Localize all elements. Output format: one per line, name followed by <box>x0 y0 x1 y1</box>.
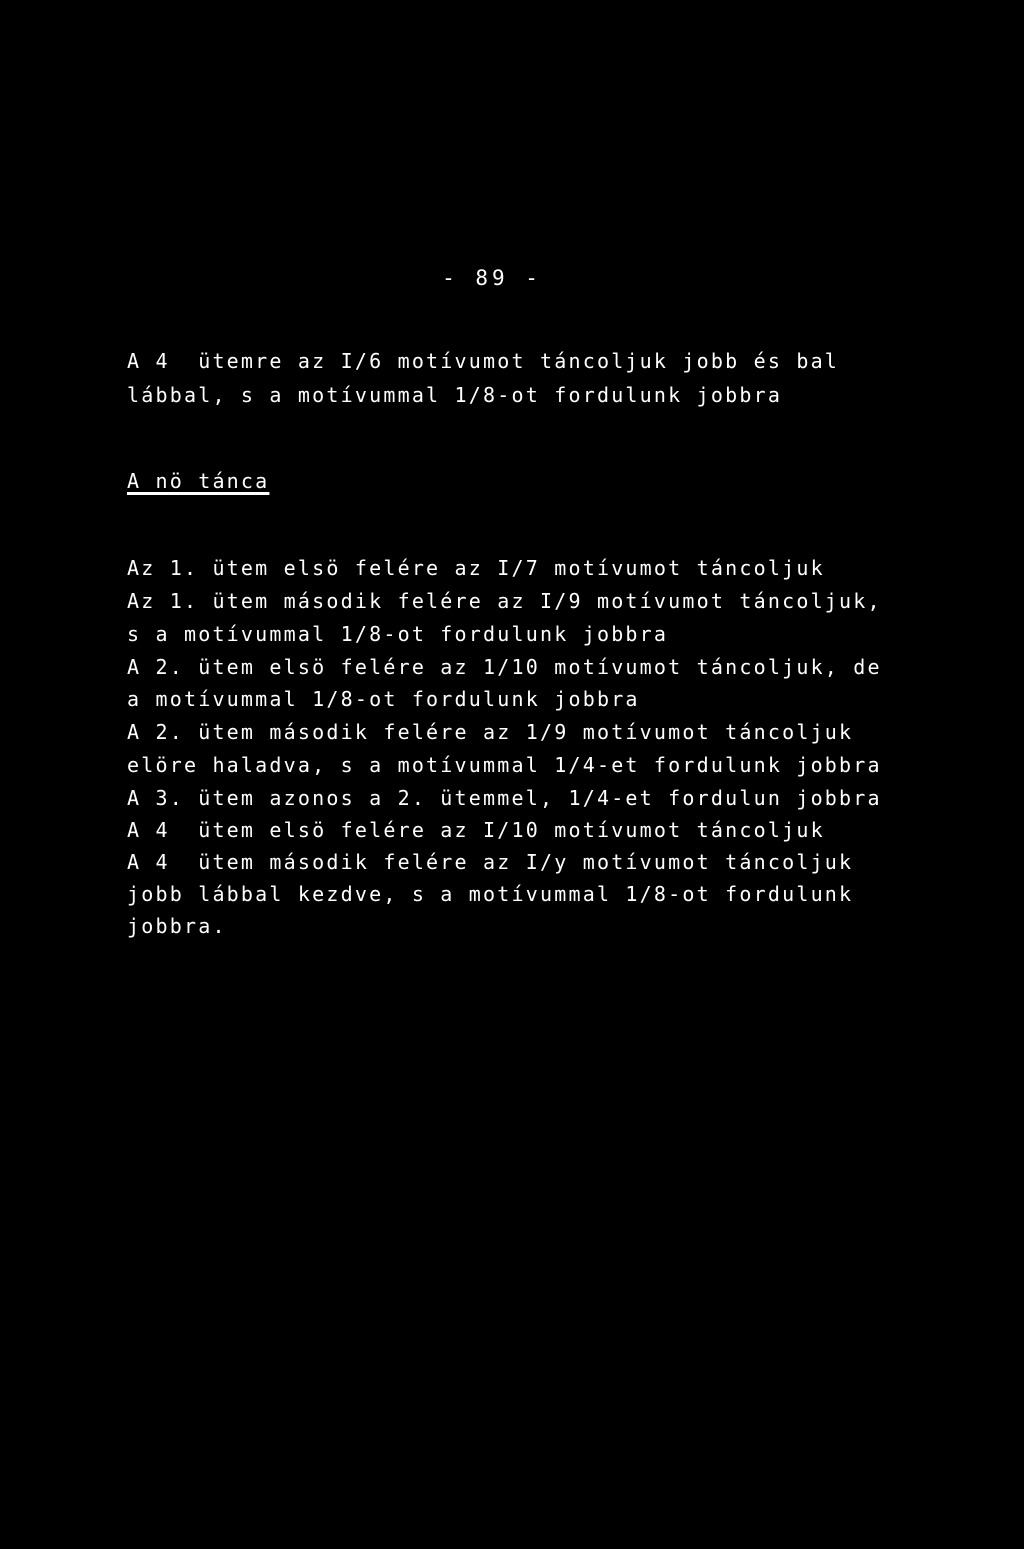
body-line-7: elöre haladva, s a motívummal 1/4-et fordulunk jobbra <box>127 753 882 777</box>
section-heading: A nö tánca <box>127 469 270 493</box>
page-number: - 89 - <box>442 266 542 290</box>
body-line-2: Az 1. ütem második felére az I/9 motívumot táncoljuk, <box>127 589 882 613</box>
body-line-12: jobbra. <box>127 914 227 938</box>
body-line-1: Az 1. ütem elsö felére az I/7 motívumot táncoljuk <box>127 556 825 580</box>
body-line-10: A 4 ütem második felére az I/y motívumot táncoljuk <box>127 850 854 874</box>
body-line-11: jobb lábbal kezdve, s a motívummal 1/8-ot fordulunk <box>127 882 854 906</box>
body-line-3: s a motívummal 1/8-ot fordulunk jobbra <box>127 622 669 646</box>
body-line-4: A 2. ütem elsö felére az 1/10 motívumot táncoljuk, de <box>127 655 882 679</box>
intro-line-2: lábbal, s a motívummal 1/8-ot fordulunk jobbra <box>127 383 783 407</box>
intro-line-1: A 4 ütemre az I/6 motívumot táncoljuk jobb és bal <box>127 349 840 373</box>
body-line-8: A 3. ütem azonos a 2. ütemmel, 1/4-et fordulun jobbra <box>127 786 882 810</box>
body-line-9: A 4 ütem elsö felére az I/10 motívumot táncoljuk <box>127 818 825 842</box>
body-line-6: A 2. ütem második felére az 1/9 motívumot táncoljuk <box>127 720 854 744</box>
body-line-5: a motívummal 1/8-ot fordulunk jobbra <box>127 687 640 711</box>
